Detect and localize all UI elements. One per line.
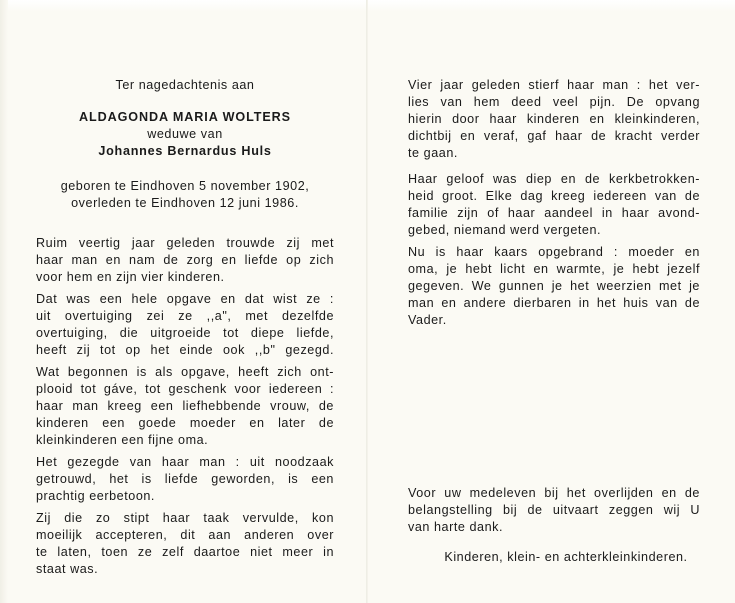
text-line: uit overtuiging zei ze ,,a", met dezelfde xyxy=(36,309,334,323)
text-line: Dat was een hele opgave en dat wist ze : xyxy=(36,292,334,306)
text-line: prachtig eerbetoon. xyxy=(36,489,155,503)
text-line: hierin door haar kinderen en kleinkinderen, xyxy=(408,112,700,126)
text-line: haar man en nam de zorg en liefde op zich xyxy=(36,253,334,267)
text-line: heid groot. Elke dag kreeg iedereen van de xyxy=(408,189,700,203)
text-line: van harte dank. xyxy=(408,520,504,534)
text-line: kleinkinderen een fijne oma. xyxy=(36,433,209,447)
text-line: gegeven. We gunnen je het weerzien met je xyxy=(408,279,700,293)
text-line: overtuiging, die uitgroeide tot diepe liefde, xyxy=(36,326,334,340)
right-paragraph-2 xyxy=(408,171,700,239)
text-line: te gaan. xyxy=(408,146,458,160)
birth-line: geboren te Eindhoven 5 november 1902, xyxy=(60,179,310,193)
text-line: Zij die zo stipt haar taak vervulde, kon xyxy=(36,511,334,525)
text-line: belangstelling bij de uitvaart zeggen wij U xyxy=(408,503,700,517)
text-line: Voor uw medeleven bij het overlijden en de xyxy=(408,486,700,500)
intro-line: Ter nagedachtenis aan xyxy=(115,78,255,92)
text-line: gebed, niemand werd vergeten. xyxy=(408,223,602,237)
left-page xyxy=(36,77,334,578)
text-line: te laten, toen ze zelf daartoe niet meer in xyxy=(36,545,334,559)
signature-line: Kinderen, klein- en achterkleinkinderen. xyxy=(444,550,688,564)
text-line: moeilijk accepteren, dit aan anderen over xyxy=(36,528,334,542)
text-line: haar man kreeg een liefhebbende vrouw, de xyxy=(36,399,334,413)
text-line: Het gezegde van haar man : uit noodzaak xyxy=(36,455,334,469)
text-line: Vier jaar geleden stierf haar man : het ver- xyxy=(408,78,700,92)
left-paragraph-3 xyxy=(36,364,334,449)
center-fold xyxy=(366,0,368,603)
right-paragraph-3 xyxy=(408,244,700,329)
text-line: lies van hem deed veel pijn. De opvang xyxy=(408,95,700,109)
deceased-name: ALDAGONDA MARIA WOLTERS xyxy=(79,110,291,124)
text-line: oma, je hebt licht en warmte, je hebt jezelf xyxy=(408,262,700,276)
spouse-name: Johannes Bernardus Huls xyxy=(98,144,272,158)
thanks-block xyxy=(408,485,700,566)
text-line: kinderen een goede moeder en later de xyxy=(36,416,334,430)
text-line: dichtbij en veraf, gaf haar de kracht verder xyxy=(408,129,700,143)
text-line: Wat begonnen is als opgave, heeft zich ont- xyxy=(36,365,334,379)
text-line: getrouwd, het is liefde geworden, is een xyxy=(36,472,334,486)
left-paragraph-2 xyxy=(36,291,334,359)
text-line: voor hem en zijn vier kinderen. xyxy=(36,270,225,284)
text-line: heeft zij tot op het einde ook ,,b" gezegd. xyxy=(36,343,334,357)
death-line: overleden te Eindhoven 12 juni 1986. xyxy=(71,196,299,210)
text-line: man en andere dierbaren in het huis van de xyxy=(408,296,700,310)
relation-line: weduwe van xyxy=(147,127,223,141)
left-paragraph-4 xyxy=(36,454,334,505)
card-left-edge xyxy=(0,0,8,603)
right-page xyxy=(408,77,700,329)
left-paragraph-1 xyxy=(36,235,334,286)
left-paragraph-5 xyxy=(36,510,334,578)
text-line: Vader. xyxy=(408,313,447,327)
right-paragraph-1 xyxy=(408,77,700,162)
text-line: Nu is haar kaars opgebrand : moeder en xyxy=(408,245,700,259)
text-line: staat was. xyxy=(36,562,99,576)
text-line: plooid tot gáve, tot geschenk voor iedereen : xyxy=(36,382,334,396)
text-line: familie zijn of haar aandeel in haar avond- xyxy=(408,206,700,220)
text-line: Haar geloof was diep en de kerkbetrokken- xyxy=(408,172,700,186)
text-line: Ruim veertig jaar geleden trouwde zij met xyxy=(36,236,334,250)
